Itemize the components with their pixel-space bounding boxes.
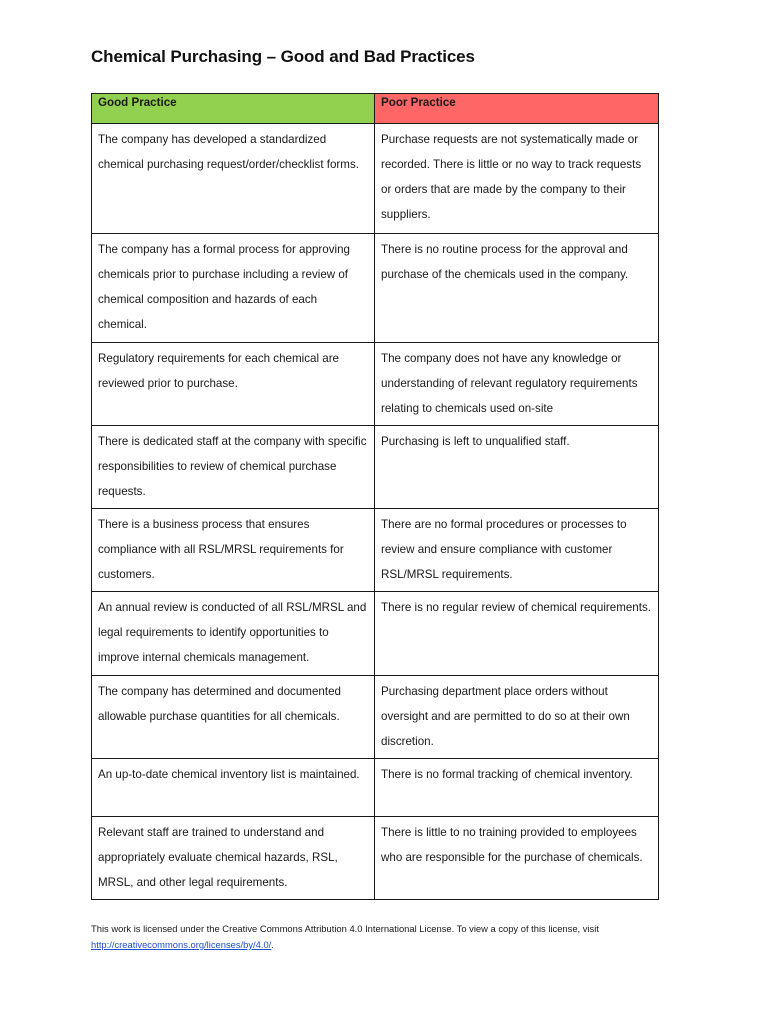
poor-practice-cell: There is no routine process for the approval and purchase of the chemicals used in the company. (375, 234, 659, 343)
good-practice-header: Good Practice (92, 94, 375, 124)
good-practice-cell: There is dedicated staff at the company with specific responsibilities to review of chemical purchase requests. (92, 426, 375, 509)
table-row (92, 592, 659, 676)
license-link[interactable]: http://creativecommons.org/licenses/by/4.0/ (91, 939, 272, 950)
table-row (92, 817, 659, 900)
poor-practice-cell: Purchasing is left to unqualified staff. (375, 426, 659, 509)
poor-practice-cell: There is little to no training provided to employees who are responsible for the purchase of chemicals. (375, 817, 659, 900)
poor-practice-cell: There is no formal tracking of chemical inventory. (375, 759, 659, 817)
good-practice-cell: The company has a formal process for approving chemicals prior to purchase including a review of chemical composition and hazards of each chemical. (92, 234, 375, 343)
poor-practice-cell: Purchase requests are not systematically made or recorded. There is little or no way to track requests or orders that are made by the company to their suppliers. (375, 124, 659, 234)
license-trailing-period: . (271, 939, 274, 950)
poor-practice-cell: There are no formal procedures or processes to review and ensure compliance with customer RSL/MRSL requirements. (375, 509, 659, 592)
table-header-row (92, 94, 659, 124)
table-row (92, 426, 659, 509)
good-practice-cell: An annual review is conducted of all RSL/MRSL and legal requirements to identify opportunities to improve internal chemicals management. (92, 592, 375, 676)
good-practice-cell: There is a business process that ensures compliance with all RSL/MRSL requirements for customers. (92, 509, 375, 592)
table-row (92, 759, 659, 817)
license-text: This work is licensed under the Creative Commons Attribution 4.0 International License. To view a copy of this license, visit (91, 923, 599, 934)
good-practice-cell: Regulatory requirements for each chemical are reviewed prior to purchase. (92, 343, 375, 426)
good-practice-cell: Relevant staff are trained to understand and appropriately evaluate chemical hazards, RSL, MRSL, and other legal requirements. (92, 817, 375, 900)
table-row (92, 124, 659, 234)
poor-practice-cell: Purchasing department place orders without oversight and are permitted to do so at their own discretion. (375, 676, 659, 759)
table-row (92, 676, 659, 759)
good-practice-cell: An up-to-date chemical inventory list is maintained. (92, 759, 375, 817)
poor-practice-cell: The company does not have any knowledge or understanding of relevant regulatory requirements relating to chemicals used on-site (375, 343, 659, 426)
practices-table (91, 93, 659, 900)
license-footer (91, 921, 691, 953)
page-title: Chemical Purchasing – Good and Bad Practices (91, 47, 475, 66)
table-row (92, 343, 659, 426)
good-practice-cell: The company has developed a standardized chemical purchasing request/order/checklist forms. (92, 124, 375, 234)
poor-practice-cell: There is no regular review of chemical requirements. (375, 592, 659, 676)
good-practice-cell: The company has determined and documented allowable purchase quantities for all chemicals. (92, 676, 375, 759)
poor-practice-header: Poor Practice (375, 94, 659, 124)
table-row (92, 234, 659, 343)
table-row (92, 509, 659, 592)
